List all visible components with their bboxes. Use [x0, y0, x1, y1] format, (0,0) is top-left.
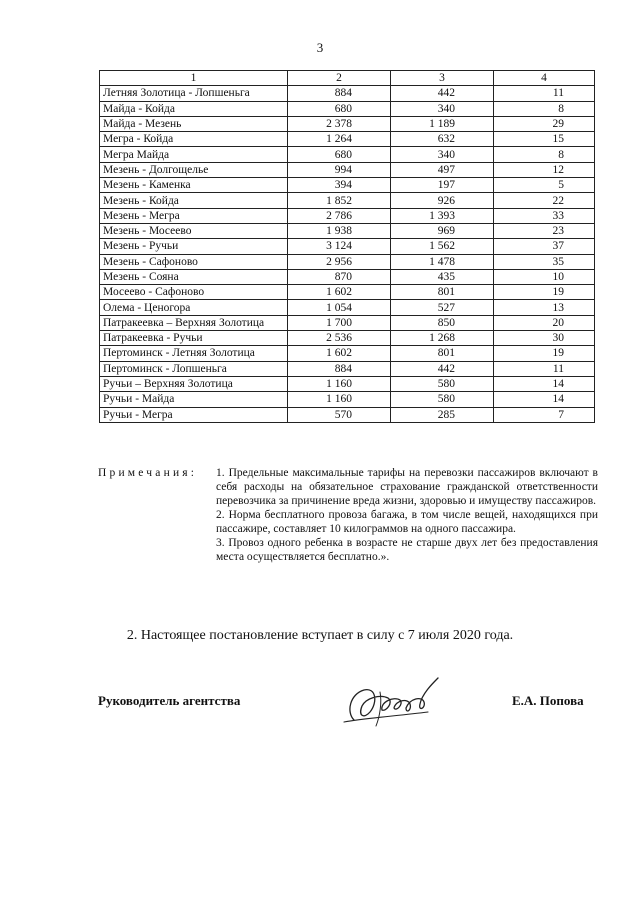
- value-cell: 1 562: [391, 239, 494, 254]
- value-cell: 1 264: [288, 132, 391, 147]
- table-row: [100, 315, 595, 330]
- value-cell: 884: [288, 361, 391, 376]
- value-cell: 1 602: [288, 285, 391, 300]
- value-cell: 19: [494, 285, 595, 300]
- note-item-2: 2. Норма бесплатного провоза багажа, в том числе вещей, находящихся при пассажире, составляет 10 килограммов на одного пассажира.: [216, 509, 598, 535]
- value-cell: 801: [391, 285, 494, 300]
- fares-table-body: [100, 71, 595, 423]
- route-cell: Мезень - Каменка: [100, 178, 288, 193]
- value-cell: 2 536: [288, 331, 391, 346]
- table-row: [100, 407, 595, 422]
- route-cell: Майда - Койда: [100, 101, 288, 116]
- value-cell: 340: [391, 101, 494, 116]
- page-number: 3: [316, 40, 324, 55]
- value-cell: 19: [494, 346, 595, 361]
- value-cell: 442: [391, 361, 494, 376]
- route-cell: Мезень - Мосеево: [100, 223, 288, 238]
- effective-date-clause: 2. Настоящее постановление вступает в силу с 7 июля 2020 года.: [126, 628, 514, 643]
- route-cell: Ручьи – Верхняя Золотица: [100, 376, 288, 391]
- signatory-title: Руководитель агентства: [98, 693, 241, 708]
- route-cell: Мезень - Долгощелье: [100, 162, 288, 177]
- value-cell: 1 268: [391, 331, 494, 346]
- value-cell: 1 393: [391, 208, 494, 223]
- value-cell: 926: [391, 193, 494, 208]
- route-cell: Мезень - Сафоново: [100, 254, 288, 269]
- signatory-name: Е.А. Попова: [512, 693, 584, 708]
- value-cell: 340: [391, 147, 494, 162]
- route-cell: Мезень - Койда: [100, 193, 288, 208]
- value-cell: 2 378: [288, 116, 391, 131]
- route-cell: Пертоминск - Лопшеньга: [100, 361, 288, 376]
- route-cell: Патракеевка – Верхняя Золотица: [100, 315, 288, 330]
- note-item-1: 1. Предельные максимальные тарифы на перевозки пассажиров включают в себя расходы на обязательное страхование гражданской ответственности перевозчика за причинение вреда жизни, здоровью и имуществу пассажиров.: [216, 467, 598, 507]
- value-cell: 1 938: [288, 223, 391, 238]
- value-cell: 13: [494, 300, 595, 315]
- table-row: [100, 223, 595, 238]
- table-row: [100, 346, 595, 361]
- value-cell: 969: [391, 223, 494, 238]
- route-cell: Ручьи - Майда: [100, 392, 288, 407]
- value-cell: 850: [391, 315, 494, 330]
- table-row: [100, 269, 595, 284]
- value-cell: 527: [391, 300, 494, 315]
- value-cell: 570: [288, 407, 391, 422]
- value-cell: 8: [494, 101, 595, 116]
- value-cell: 23: [494, 223, 595, 238]
- table-row: [100, 331, 595, 346]
- value-cell: 1 160: [288, 376, 391, 391]
- value-cell: 1 478: [391, 254, 494, 269]
- route-cell: Олема - Ценогора: [100, 300, 288, 315]
- notes-label: Примечания:: [98, 467, 198, 479]
- value-cell: 870: [288, 269, 391, 284]
- value-cell: 285: [391, 407, 494, 422]
- value-cell: 580: [391, 392, 494, 407]
- notes-body: [216, 466, 598, 564]
- value-cell: 11: [494, 86, 595, 101]
- table-row: [100, 101, 595, 116]
- table-row: [100, 147, 595, 162]
- table-header-row: [100, 71, 595, 86]
- value-cell: 394: [288, 178, 391, 193]
- value-cell: 14: [494, 392, 595, 407]
- value-cell: 35: [494, 254, 595, 269]
- value-cell: 15: [494, 132, 595, 147]
- value-cell: 5: [494, 178, 595, 193]
- route-cell: Мегра - Койда: [100, 132, 288, 147]
- value-cell: 3 124: [288, 239, 391, 254]
- value-cell: 435: [391, 269, 494, 284]
- route-cell: Ручьи - Мегра: [100, 407, 288, 422]
- value-cell: 22: [494, 193, 595, 208]
- value-cell: 994: [288, 162, 391, 177]
- route-cell: Летняя Золотица - Лопшеньга: [100, 86, 288, 101]
- value-cell: 33: [494, 208, 595, 223]
- handwritten-signature: [336, 672, 446, 732]
- table-row: [100, 208, 595, 223]
- table-row: [100, 361, 595, 376]
- table-row: [100, 392, 595, 407]
- value-cell: 632: [391, 132, 494, 147]
- value-cell: 197: [391, 178, 494, 193]
- value-cell: 37: [494, 239, 595, 254]
- column-header: 1: [100, 71, 288, 86]
- value-cell: 1 700: [288, 315, 391, 330]
- table-row: [100, 178, 595, 193]
- route-cell: Майда - Мезень: [100, 116, 288, 131]
- value-cell: 442: [391, 86, 494, 101]
- value-cell: 884: [288, 86, 391, 101]
- table-row: [100, 239, 595, 254]
- value-cell: 14: [494, 376, 595, 391]
- value-cell: 11: [494, 361, 595, 376]
- value-cell: 1 054: [288, 300, 391, 315]
- value-cell: 497: [391, 162, 494, 177]
- value-cell: 1 602: [288, 346, 391, 361]
- value-cell: 29: [494, 116, 595, 131]
- route-cell: Мезень - Мегра: [100, 208, 288, 223]
- value-cell: 30: [494, 331, 595, 346]
- table-row: [100, 116, 595, 131]
- table-row: [100, 254, 595, 269]
- table-row: [100, 132, 595, 147]
- table-row: [100, 376, 595, 391]
- table-row: [100, 300, 595, 315]
- table-row: [100, 193, 595, 208]
- value-cell: 7: [494, 407, 595, 422]
- table-row: [100, 86, 595, 101]
- route-cell: Мегра Майда: [100, 147, 288, 162]
- value-cell: 680: [288, 147, 391, 162]
- note-item-3: 3. Провоз одного ребенка в возрасте не старше двух лет без предоставления места осуществляется бесплатно.».: [216, 537, 598, 563]
- value-cell: 1 189: [391, 116, 494, 131]
- value-cell: 801: [391, 346, 494, 361]
- table-row: [100, 162, 595, 177]
- value-cell: 10: [494, 269, 595, 284]
- value-cell: 8: [494, 147, 595, 162]
- table-row: [100, 285, 595, 300]
- fares-table: [99, 70, 595, 423]
- value-cell: 20: [494, 315, 595, 330]
- value-cell: 12: [494, 162, 595, 177]
- route-cell: Мосеево - Сафоново: [100, 285, 288, 300]
- route-cell: Патракеевка - Ручьи: [100, 331, 288, 346]
- value-cell: 2 956: [288, 254, 391, 269]
- column-header: 4: [494, 71, 595, 86]
- route-cell: Мезень - Ручьи: [100, 239, 288, 254]
- route-cell: Мезень - Сояна: [100, 269, 288, 284]
- value-cell: 2 786: [288, 208, 391, 223]
- route-cell: Пертоминск - Летняя Золотица: [100, 346, 288, 361]
- value-cell: 1 852: [288, 193, 391, 208]
- value-cell: 580: [391, 376, 494, 391]
- value-cell: 1 160: [288, 392, 391, 407]
- value-cell: 680: [288, 101, 391, 116]
- column-header: 2: [288, 71, 391, 86]
- column-header: 3: [391, 71, 494, 86]
